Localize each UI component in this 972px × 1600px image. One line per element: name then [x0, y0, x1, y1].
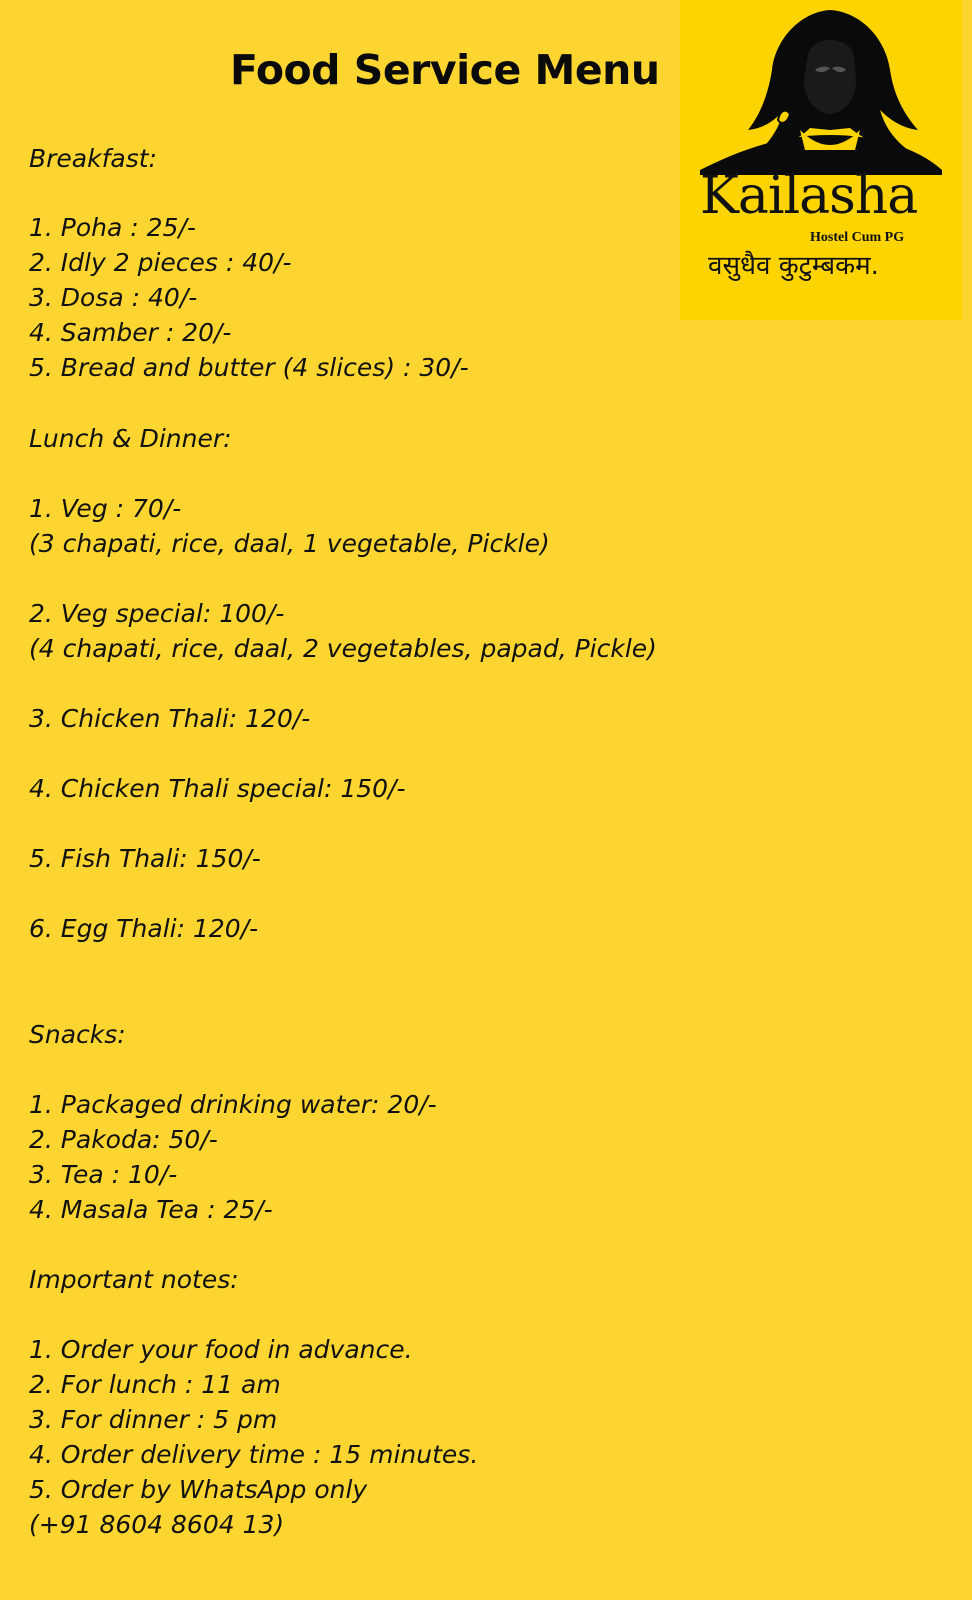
list-item: 1. Packaged drinking water: 20/- [29, 1090, 437, 1119]
list-item-detail: (3 chapati, rice, daal, 1 vegetable, Pickle) [29, 529, 550, 558]
list-item: 6. Egg Thali: 120/- [29, 914, 259, 943]
brand-tagline: वसुधैव कुटुम्बकम. [708, 251, 879, 281]
brand-name: Kailasha [700, 166, 918, 226]
list-item: 1. Poha : 25/- [29, 213, 196, 242]
list-item: 2. Idly 2 pieces : 40/- [29, 248, 292, 277]
list-item: 5. Order by WhatsApp only [29, 1475, 368, 1504]
section-heading-notes: Important notes: [29, 1265, 239, 1294]
kailasha-logo [680, 0, 962, 320]
list-item: 2. Veg special: 100/- [29, 599, 285, 628]
list-item: 2. Pakoda: 50/- [29, 1125, 218, 1154]
list-item: 5. Bread and butter (4 slices) : 30/- [29, 353, 469, 382]
list-item-detail: (4 chapati, rice, daal, 2 vegetables, papad, Pickle) [29, 634, 657, 663]
whatsapp-number: (+91 8604 8604 13) [29, 1510, 285, 1539]
section-heading-snacks: Snacks: [29, 1020, 126, 1049]
list-item: 4. Order delivery time : 15 minutes. [29, 1440, 479, 1469]
list-item: 5. Fish Thali: 150/- [29, 844, 261, 873]
page-title: Food Service Menu [230, 46, 660, 94]
list-item: 3. Dosa : 40/- [29, 283, 198, 312]
list-item: 3. For dinner : 5 pm [29, 1405, 278, 1434]
list-item: 1. Veg : 70/- [29, 494, 182, 523]
list-item: 4. Samber : 20/- [29, 318, 232, 347]
brand-subtitle: Hostel Cum PG [810, 230, 905, 245]
list-item: 3. Tea : 10/- [29, 1160, 178, 1189]
list-item: 4. Masala Tea : 25/- [29, 1195, 273, 1224]
list-item: 4. Chicken Thali special: 150/- [29, 774, 406, 803]
list-item: 2. For lunch : 11 am [29, 1370, 281, 1399]
list-item: 1. Order your food in advance. [29, 1335, 413, 1364]
section-heading-breakfast: Breakfast: [29, 144, 157, 173]
section-heading-lunch-dinner: Lunch & Dinner: [29, 424, 232, 453]
list-item: 3. Chicken Thali: 120/- [29, 704, 311, 733]
